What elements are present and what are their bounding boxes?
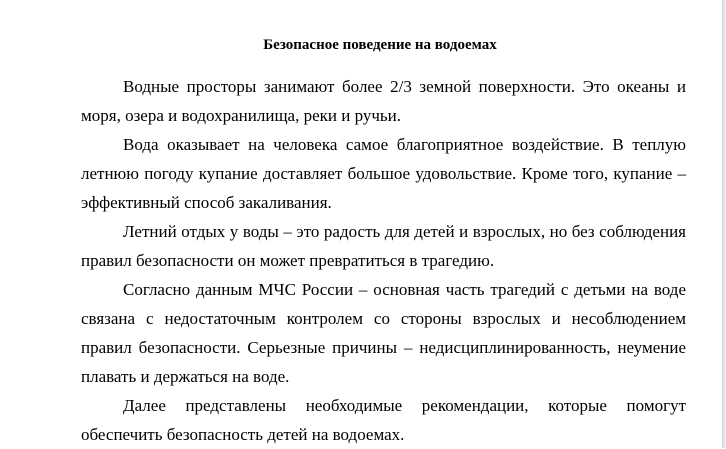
page-edge-shadow	[722, 0, 726, 448]
paragraph-mchs-data: Согласно данным МЧС России – основная часть трагедий с детьми на воде связана с недостаточным контролем со стороны взрослых и несоблюдением правил безопасности. Серьезные причины – недисциплинированность, неумение плавать и держаться на воде.	[81, 280, 686, 386]
document-body	[81, 72, 686, 449]
paragraph-water-surface: Водные просторы занимают более 2/3 земной поверхности. Это океаны и моря, озера и водохранилища, реки и ручьи.	[81, 77, 686, 125]
document-title: Безопасное поведение на водоемах	[263, 37, 497, 53]
paragraph-recommendations: Далее представлены необходимые рекомендации, которые помогут обеспечить безопасность детей на водоемах.	[81, 396, 686, 444]
paragraph-summer-rest: Летний отдых у воды – это радость для детей и взрослых, но без соблюдения правил безопасности он может превратиться в трагедию.	[81, 222, 686, 270]
paragraph-water-benefits: Вода оказывает на человека самое благоприятное воздействие. В теплую летнюю погоду купание доставляет большое удовольствие. Кроме того, купание – эффективный способ закаливания.	[81, 135, 686, 212]
